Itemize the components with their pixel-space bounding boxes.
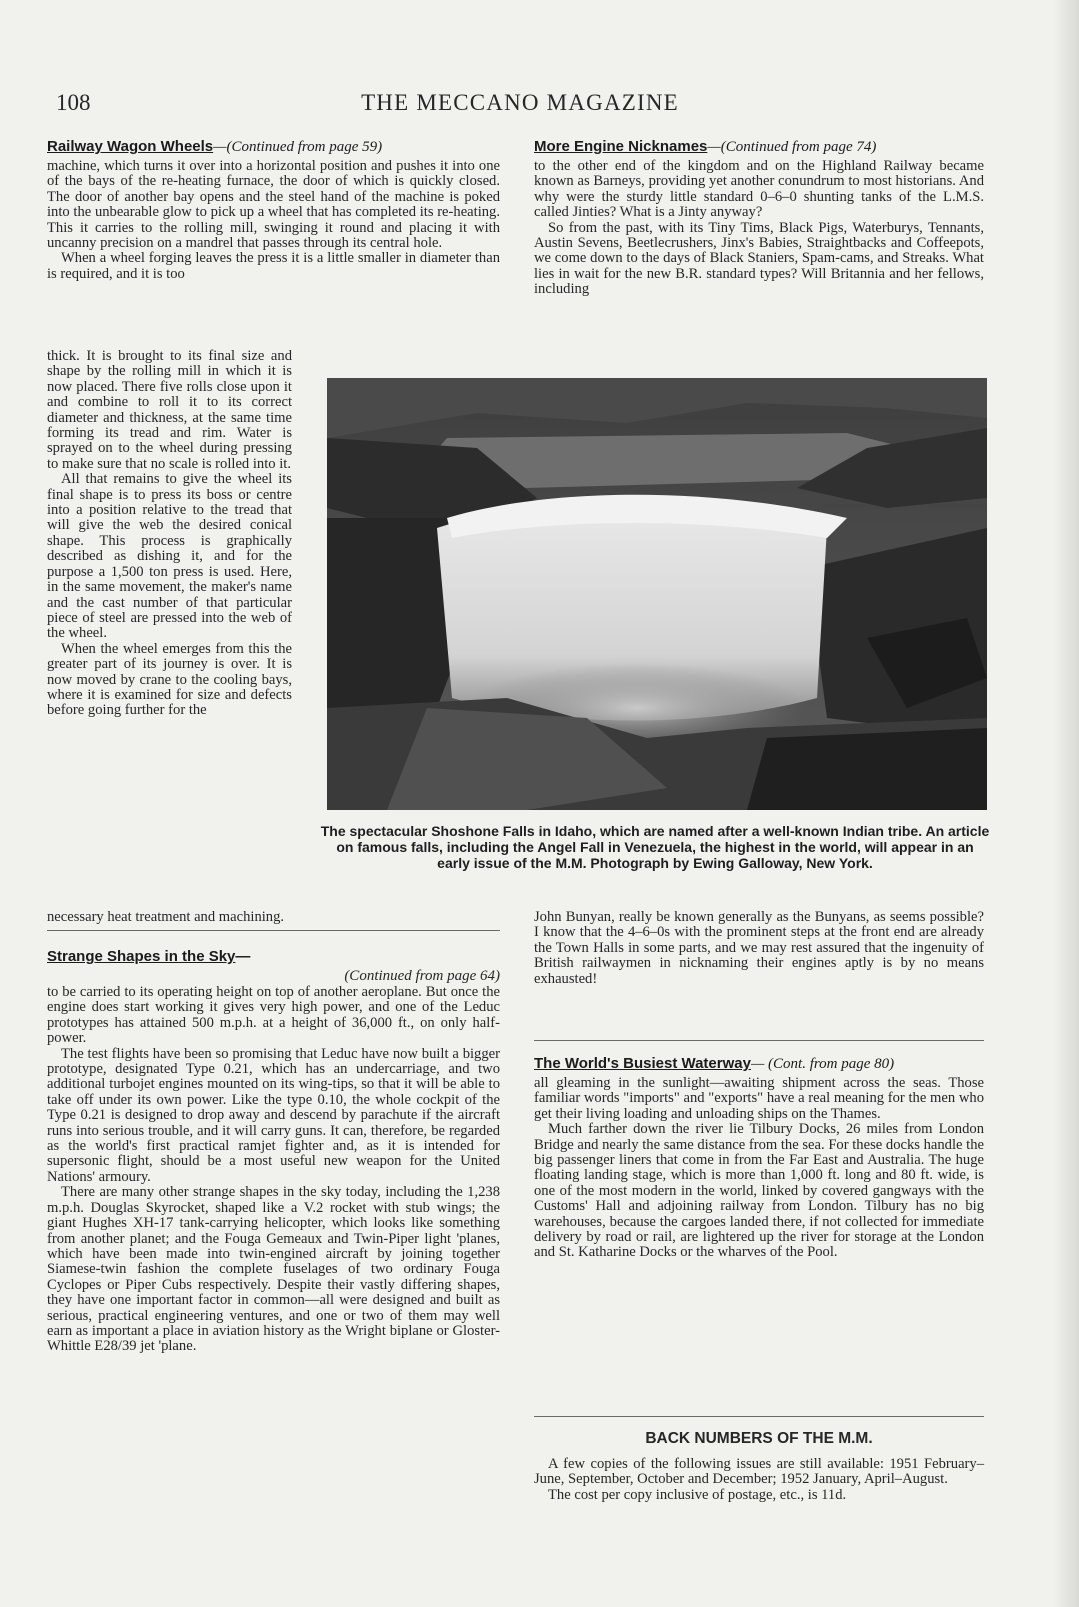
paragraph: to be carried to its operating height on top of another aeroplane. But once the engine does start working it gives very high power, and one of the Leduc prototypes has attained 500 m.p.h. at a height of 36,000 ft., on only half-power.: [47, 984, 500, 1047]
page-number: 108: [56, 90, 91, 115]
article-strange-shapes: [47, 948, 500, 1355]
paragraph: all gleaming in the sunlight—awaiting shipment across the seas. Those familiar words "imports" and "exports" have a real meaning for the men who get their living loading and unloading ships on the Thames.: [534, 1075, 984, 1122]
back-numbers-body: [534, 1457, 984, 1503]
photo-caption: The spectacular Shoshone Falls in Idaho, which are named after a well-known Indian tribe. An article on famous falls, including the Angel Fall in Venezuela, the highest in the world, will appear in an early issue of the M.M. Photograph by Ewing Galloway, New York.: [320, 823, 990, 871]
paragraph: When the wheel emerges from this the greater part of its journey is over. It is now moved by crane to the cooling bays, where it is examined for size and defects before going further for the: [47, 640, 292, 719]
waterfall-image: [327, 378, 987, 810]
paragraph: There are many other strange shapes in the sky today, including the 1,238 m.p.h. Douglas Skyrocket, shaped like a V.2 rocket with stub wings; the giant Hughes XH-17 tank-carrying helicopter, which looks like something from another planet; and the Fouga Gemeaux and Twin-Piper light 'planes, which have been made into twin-engined aircraft by joining together Siamese-twin fashion the complete fuselages of two ordinary Fouga Cyclopes or Piper Cubs respectively. Despite their vastly differing shapes, they have one important factor in common—all were designed and built as serious, practical engineering ventures, and one or two of them may well earn as important a place in aviation history as the Wright biplane or Gloster-Whittle E28/39 jet 'plane.: [47, 1184, 500, 1355]
article-railway-wagon-wheels: [47, 138, 500, 282]
article-engine-nicknames: [534, 138, 984, 298]
article-railway-tail: [47, 910, 500, 925]
paragraph: machine, which turns it over into a horizontal position and pushes it into one of the bays of the re-heating furnace, the door of which is quickly closed. The door of another bay opens and the steel hand of the machine is poked into the unbearable glow to pick up a wheel that has completed its re-heating. This it carries to the rolling mill, swinging it round and placing it with uncanny precision on a mandrel that passes through its central hole.: [47, 158, 500, 252]
paragraph: The test flights have been so promising that Leduc have now built a bigger prototype, designated Type 0.21, which has an undercarriage, and two additional turbojet engines mounted on its wing-tips, so that it will be able to take off under its own power. Like the type 0.10, the whole cockpit of the Type 0.21 is designed to drop away and descend by parachute if the aircraft runs into serious trouble, and it will carry guns. It can, therefore, be regarded as the world's first practical ramjet fighter and, as it is intended for supersonic flight, should be a most useful new weapon for the United Nations' armoury.: [47, 1045, 500, 1185]
article-heading: [534, 138, 984, 156]
waterfall-photograph: [327, 378, 987, 810]
magazine-title: THE MECCANO MAGAZINE: [361, 90, 679, 115]
heading-title: Railway Wagon Wheels: [47, 138, 214, 155]
heading-title: Strange Shapes in the Sky: [47, 948, 236, 965]
paragraph: A few copies of the following issues are still available: 1951 February–June, September, October and December; 1952 January, April–August.: [534, 1456, 984, 1488]
divider: [534, 1416, 984, 1417]
heading-title: The World's Busiest Waterway: [534, 1055, 751, 1072]
continued-note: —(Continued from page 74): [707, 139, 877, 155]
article-railway-wrapped-text: [47, 349, 292, 719]
article-heading: [534, 1055, 984, 1073]
article-heading: [47, 948, 500, 965]
article-engine-nicknames-cont: [534, 910, 984, 987]
divider: [534, 1040, 984, 1041]
back-numbers-title: BACK NUMBERS OF THE M.M.: [645, 1430, 873, 1447]
heading-title: More Engine Nicknames: [534, 138, 708, 155]
paragraph: John Bunyan, really be known generally as the Bunyans, as seems possible? I know that the 4–6–0s with the prominent steps at the front end are already the Town Halls in some parts, and we may rest assured that the ingenuity of British railwaymen in nicknaming their engines aptly is by no means exhausted!: [534, 909, 984, 987]
paragraph: So from the past, with its Tiny Tims, Black Pigs, Waterburys, Tennants, Austin Sevens, Beetlecrushers, Jinx's Babies, Straightbacks and Coffeepots, we come down to the days of Black Staniers, Spam-cams, and Streaks. What lies in wait for the new B.R. standard types? Will Britannia and her fellows, including: [534, 219, 984, 298]
page-edge-shadow: [1053, 0, 1079, 1607]
paragraph: All that remains to give the wheel its final shape is to press its boss or centre into a position relative to the tread that will give the web the desired conical shape. This process is graphically described as dishing it, and for the purpose a 1,500 ton press is used. Here, in the same movement, the maker's name and the cast number of that particular piece of steel are pressed into the web of the wheel.: [47, 471, 292, 642]
continued-note: (Continued from page 64): [344, 968, 500, 984]
page-header: [0, 90, 1079, 120]
continued-note: —(Continued from page 59): [213, 139, 383, 155]
paragraph: When a wheel forging leaves the press it is a little smaller in diameter than is required, and it is too: [47, 250, 500, 282]
article-heading: [47, 138, 500, 156]
divider: [47, 930, 500, 931]
paragraph: to the other end of the kingdom and on the Highland Railway became known as Barneys, providing yet another conundrum to most historians. And why were the sturdy little standard 0–6–0 shunting tanks of the L.M.S. called Jinties? What is a Jinty anyway?: [534, 158, 984, 221]
article-busiest-waterway: [534, 1055, 984, 1261]
paragraph: The cost per copy inclusive of postage, etc., is 11d.: [548, 1486, 847, 1503]
paragraph: Much farther down the river lie Tilbury Docks, 26 miles from London Bridge and nearly the same distance from the sea. For these docks handle the big passenger liners that come in from the Far East and Australia. The huge floating landing stage, which is more than 1,000 ft. long and 80 ft. wide, is one of the most modern in the world, linked by covered gangways with the Customs' Hall and adjoining railway from London. Tilbury has no big warehouses, because the cargoes landed there, if not collected for immediate delivery by road or rail, are lightered up the river for storage at the London and St. Katharine Docks or the wharves of the Pool.: [534, 1121, 984, 1261]
heading-dash: —: [235, 948, 251, 965]
continued-note: — (Cont. from page 80): [750, 1056, 895, 1072]
paragraph: necessary heat treatment and machining.: [47, 909, 285, 925]
paragraph: thick. It is brought to its final size and shape by the rolling mill in which it is now placed. There five rolls close upon it and combine to roll it to its correct diameter and thickness, at the same time forming its tread and rim. Water is sprayed on to the wheel during pressing to make sure that no scale is rolled into it.: [47, 348, 292, 472]
